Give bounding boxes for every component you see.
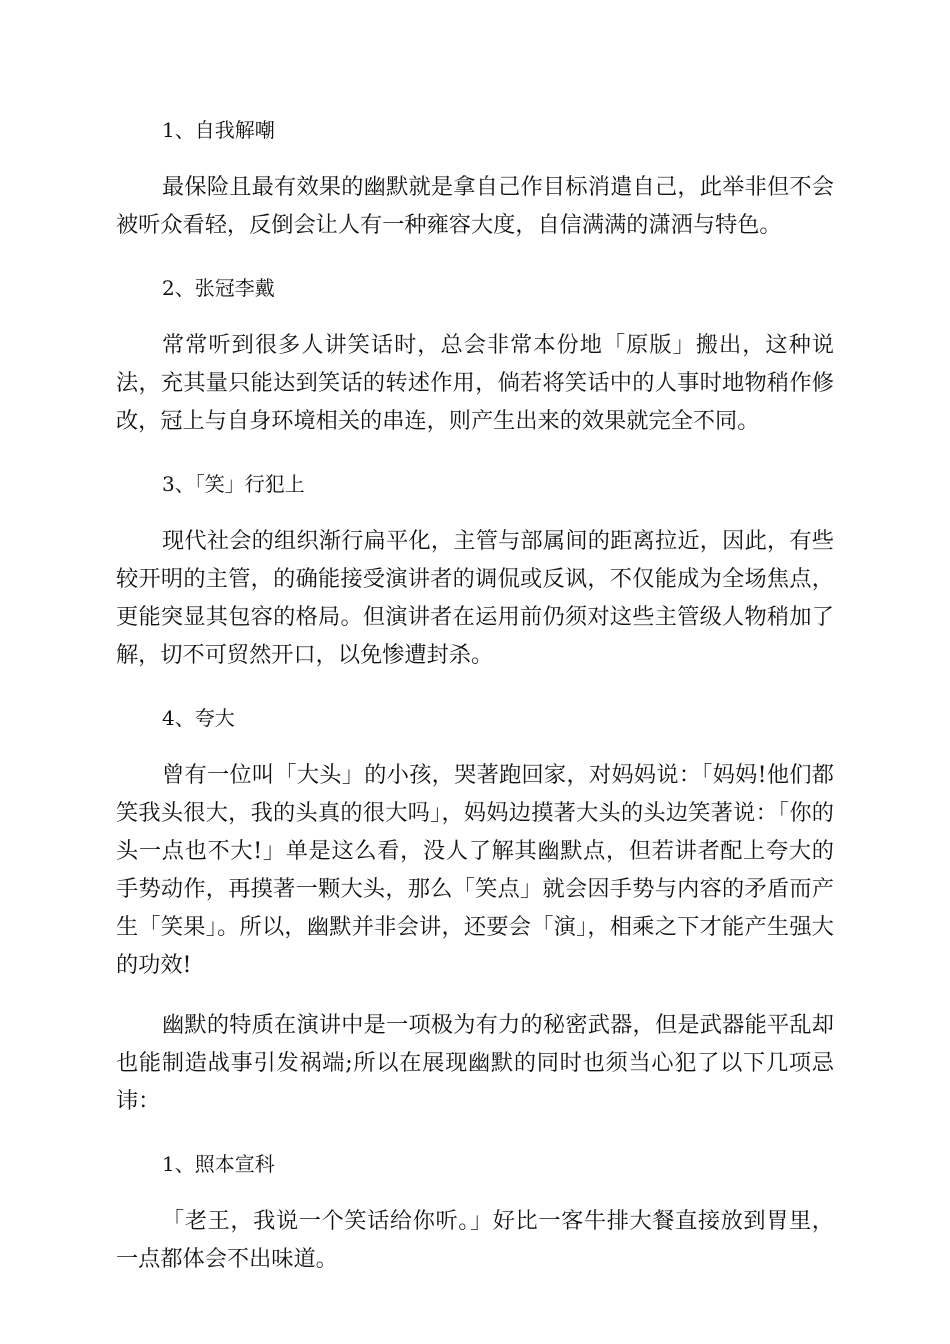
document-page [116, 108, 834, 1278]
paragraph-teasing-superiors: 现代社会的组织渐行扁平化，主管与部属间的距离拉近，因此，有些较开明的主管，的确能接受演讲者的调侃或反讽，不仅能成为全场焦点，更能突显其包容的格局。但演讲者在运用前仍须对这些主管级人物稍加了解，切不可贸然开口，以免惨遭封杀。 [116, 528, 834, 668]
section-heading-self-mockery: 1、自我解嘲 [162, 118, 275, 142]
section-heading-teasing-superiors: 3、「笑」行犯上 [162, 472, 305, 496]
paragraph-self-mockery: 最保险且最有效果的幽默就是拿自己作目标消遣自己，此举非但不会被听众看轻，反倒会让人有一种雍容大度，自信满满的潇洒与特色。 [116, 174, 834, 238]
section-heading-misattribution: 2、张冠李戴 [162, 276, 275, 300]
paragraph-humor-taboos-intro: 幽默的特质在演讲中是一项极为有力的秘密武器，但是武器能平乱却也能制造战事引发祸端;所以在展现幽默的同时也须当心犯了以下几项忌讳： [116, 1012, 834, 1114]
paragraph-exaggeration: 曾有一位叫「大头」的小孩，哭著跑回家，对妈妈说：「妈妈!他们都笑我头很大，我的头真的很大吗」，妈妈边摸著大头的头边笑著说：「你的头一点也不大!」单是这么看，没人了解其幽默点，但若讲者配上夸大的手势动作，再摸著一颗大头，那么「笑点」就会因手势与内容的矛盾而产生「笑果」。所以，幽默并非会讲，还要会「演」，相乘之下才能产生强大的功效! [116, 762, 834, 978]
paragraph-misattribution: 常常听到很多人讲笑话时，总会非常本份地「原版」搬出，这种说法，充其量只能达到笑话的转述作用，倘若将笑话中的人事时地物稍作修改，冠上与自身环境相关的串连，则产生出来的效果就完全不同。 [116, 332, 834, 434]
paragraph-reading-from-script: 「老王，我说一个笑话给你听。」好比一客牛排大餐直接放到胃里，一点都体会不出味道。 [116, 1208, 834, 1272]
section-heading-reading-from-script: 1、照本宣科 [162, 1152, 275, 1176]
section-heading-exaggeration: 4、夸大 [162, 706, 235, 730]
